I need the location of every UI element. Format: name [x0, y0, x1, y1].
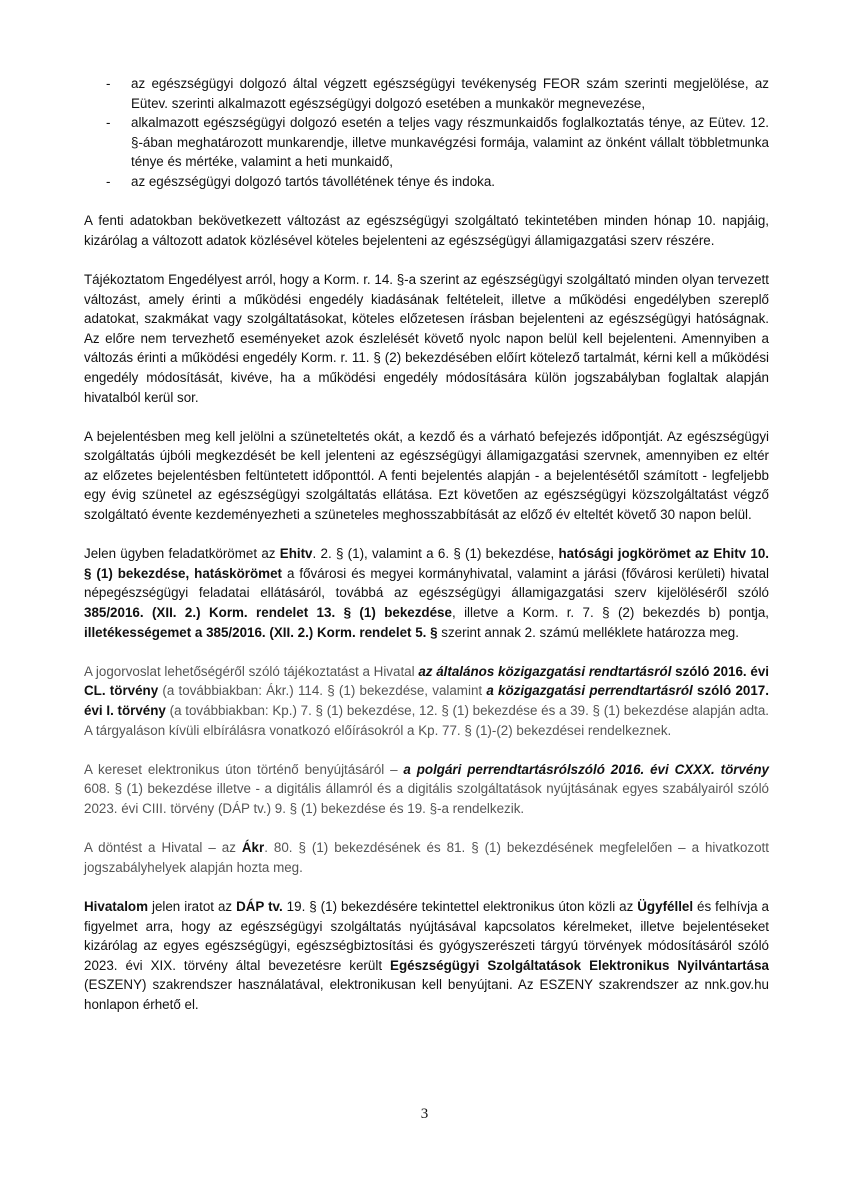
bullet-marker: - [106, 115, 111, 131]
claim-submission-paragraph: A kereset elektronikus úton történő benyújtásáról – a polgári perrendtartásrólszóló 2016. évi CXXX. törvény 608. § (1) bekezdése illetve - a digitális államról és a digitális szolgáltatások nyújtásának egyes szabályairól szóló 2023. évi CIII. törvény (DÁP tv.) 9. § (1) bekezdése és 19. §-a rendelkezik. [84, 761, 769, 816]
data-change-list [84, 74, 769, 192]
document-body [84, 74, 769, 1034]
list-item-text: alkalmazott egészségügyi dolgozó esetén a teljes vagy részmunkaidős foglalkoztatás ténye, az Eütev. 12. §-ában meghatározott munkarendje, illetve munkavégzési formája, valamint az önként vállalt többletmunka ténye és mértéke, valamint a heti munkaidő, [131, 115, 769, 170]
competence-paragraph: Jelen ügyben feladatkörömet az Ehitv. 2. § (1), valamint a 6. § (1) bekezdése, hatósági jogkörömet az Ehitv 10. § (1) bekezdése, hatáskörömet a fővárosi és megyei kormányhivatal, valamint a járási (fővárosi kerületi) hivatal népegészségügyi feladatai ellátásáról, továbbá az egészségügyi államigazgatási szerv kijelöléséről szóló 385/2016. (XII. 2.) Korm. rendelet 13. § (1) bekezdése, illetve a Korm. r. 7. § (2) bekezdés b) pontja, illetékességemet a 385/2016. (XII. 2.) Korm. rendelet 5. § szerint annak 2. számú melléklete határozza meg. [84, 546, 770, 640]
office-notice-paragraph: Hivatalom jelen iratot az DÁP tv. 19. § (1) bekezdésére tekintettel elektronikus úton közli az Ügyféllel és felhívja a figyelmet arra, hogy az egészségügyi szolgáltatás nyújtásával kapcsolatos kérelmeket, illetve bejelentéseket kizárólag az egyes egészségügyi, egészségbiztosítási és gyógyszerészeti tárgyú törvények módosításáról szóló 2023. évi XIX. törvény által bevezetésre került Egészségügyi Szolgáltatások Elektronikus Nyilvántartása (ESZENY) szakrendszer használatával, elektronikusan kell benyújtani. Az ESZENY szakrendszer az nnk.gov.hu honlapon érhető el. [84, 898, 769, 1012]
list-item [84, 74, 769, 113]
list-item [84, 113, 769, 172]
decision-paragraph: A döntést a Hivatal – az Ákr. 80. § (1) bekezdésének és 81. § (1) bekezdésének megfelelően – a hivatkozott jogszabályhelyek alapján hozta meg. [84, 840, 769, 875]
info-paragraph: Tájékoztatom Engedélyest arról, hogy a Korm. r. 14. §-a szerint az egészségügyi szolgáltató minden olyan tervezett változást, amely érinti a működési engedély kiadásának feltételeit, illetve a működési engedélyben szereplő adatokat, szakmákat vagy szolgáltatásokat, köteles előzetesen írásban bejelenteni az egészségügyi hatóságnak. Az előre nem tervezhető eseményeket azok észlelését követő nyolc napon belül kell bejelenteni. Amennyiben a változás érinti a működési engedély Korm. r. 11. § (2) bekezdésében előírt kötelező tartalmát, kérni kell a működési engedély módosítását, kivéve, ha a működési engedély módosítására külön jogszabályban foglaltak alapján hivatalból kerül sor. [84, 271, 769, 405]
list-item-text: az egészségügyi dolgozó által végzett egészségügyi tevékenység FEOR szám szerinti megjelölése, az Eütev. szerinti alkalmazott egészségügyi dolgozó esetében a munkakör megnevezése, [131, 76, 769, 111]
change-notice-paragraph: A fenti adatokban bekövetkezett változást az egészségügyi szolgáltató tekintetében minden hónap 10. napjáig, kizárólag a változott adatok közlésével köteles bejelenteni az egészségügyi államigazgatási szerv részére. [84, 213, 769, 248]
list-item [84, 172, 769, 192]
page-number: 3 [420, 1106, 429, 1122]
legal-remedy-paragraph: A jogorvoslat lehetőségéről szóló tájékoztatást a Hivatal az általános közigazgatási rendtartásról szóló 2016. évi CL. törvény (a továbbiakban: Ákr.) 114. § (1) bekezdése, valamint a közigazgatási perrendtartásról szóló 2017. évi I. törvény (a továbbiakban: Kp.) 7. § (1) bekezdése, 12. § (1) bekezdése és a 39. § (1) bekezdése alapján adta. A tárgyaláson kívüli elbírálásra vonatkozó előírásokról a Kp. 77. § (1)-(2) bekezdései rendelkeznek. [84, 663, 769, 738]
suspension-paragraph: A bejelentésben meg kell jelölni a szüneteltetés okát, a kezdő és a várható befejezés időpontját. Az egészségügyi szolgáltatás újbóli megkezdését be kell jelenteni az egészségügyi államigazgatási szervnek, amennyiben ez eltér az előzetes bejelentésben feltüntetett időponttól. A fenti bejelentés alapján - a bejelentésétől számított - legfeljebb egy évig szünetel az egészségügyi szolgáltatás ellátása. Ezt követően az egészségügyi közszolgáltatást végző szolgáltató évente kezdeményezheti a szüneteles meghosszabbítását az előző év elteltét követő 30 napon belül. [84, 428, 769, 523]
list-item-text: az egészségügyi dolgozó tartós távollétének ténye és indoka. [131, 173, 496, 189]
bullet-marker: - [106, 76, 111, 91]
bullet-marker: - [106, 173, 111, 189]
